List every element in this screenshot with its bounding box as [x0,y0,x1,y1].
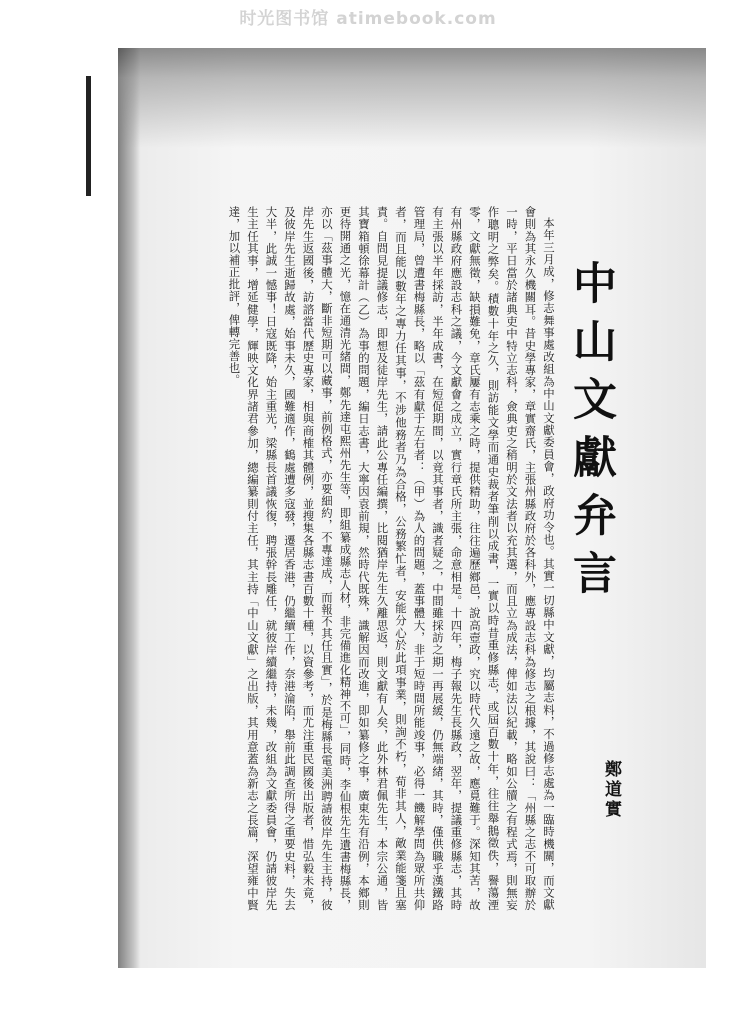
scan-shadow-left [118,48,140,968]
document-title: 中山文獻弁言 [565,260,616,608]
scan-shadow-top [118,48,706,148]
document-author: 鄭道實 [601,760,621,820]
body-paragraph: 本年三月成，修志舞事處改組為中山文獻委員會，政府功令也。其實一切縣中文獻，均屬志料，不過修志處為一臨時機關，而文獻會則為其永久機關耳。昔史學專家，章實齋氏，主張州縣政府於各科外，應專設志科為修志之根據，其說曰：「州縣之志不可取辦於一時，平日當於諸典吏中特立志科，僉典吏之稍明於文法者以充其選，而且立為成法，俾如法以紀載，略如公牘之有程式焉，則無妄作聰明之弊矣。積數十年之久，則訪能文學而通史裁者筆削以成書，一實以時昔重修縣志，或屆百數十年，往往舉鵝徵佚，譽蕩湮零，文獻無徵，缺損難免，章氏屢有志乘之時，提供精助，往往遍歷鄉邑，說高壺政，究以時代久遠之故，應覓難于。深知其苦，故有州縣政府應設志科之議，今文獻會之成立，實行章氏所主張，命意相是。十四年，梅子報先生長縣政，翌年，提議重修縣志，其時有主張以半年採訪，半年成書，在短促期間，以竟其事者，識者疑之，中間雖採訪之期一再展緩，仍無端緒，其時，僅供職乎漢鐵路管理局，曾遭書梅縣長，略以「茲有獻于左右者：（甲）為人的問題，蓋事體大，非于短時間所能竣事，必得一饑解學問為眾所共仰者，而且能以數年之專力任其事，不涉他務者乃為合格，公務繁忙者，安能分心於此項事業，則詢不朽，荀非其人，敵業能箋且塞責。自問見提議修志，即想及徒岸先生，請此公專任編撰，比閱猶岸先生久離思返，則文獻有人矣，此外林君佩先生，本宗公通，皆其寶箱頓徐幕計（乙）為事的問題，編日志書，大寧因袁前規，然時代既殊，識解因而改進，即如纂修之事，廣東先有沿例，本鄉則更待開通之光，憶在通清光緒間，鄭先達屯熙州先生等，即組纂成縣志人材，非完備進化精神不可」，同時，李仙根先生遺書梅縣長，亦以「茲事體大，斷非短期可以藏事，前例格式，亦要細約，不專達成，而報不其任且實」，於是梅縣長電美洲聘請彼岸先生主持，彼岸先生返國後，訪諮當代歷史專家，相與商榷其體例，並搜集各縣志書百數十種，以資參考，而尤注重民國後出版者，惜弘毅未竟，及彼岸先生逝歸故處，始事未久，國難適作，鶴處遭多寇發，遷居香港，仍繼續工作，奈港淪陷，舉前此調查所得之重要史料，失去大半，此誠一憾事！日寇既降，始主重光，梁縣長首議恢復，聘張幹長雕任，就彼岸續繼持，未幾，改組為文獻委員會，仍請彼岸先生主任其事，增延健學，輝映文化界諸君參加，總編纂則付主任，其主持「中山文獻」之出版，其用意蓋為新志之長篇，深望雍中賢達，加以補正批評，俾轉完善也。 [227,206,556,911]
site-watermark: 时光图书馆 atimebook.com [239,9,497,29]
binding-mark [86,76,91,196]
document-body [148,206,558,911]
